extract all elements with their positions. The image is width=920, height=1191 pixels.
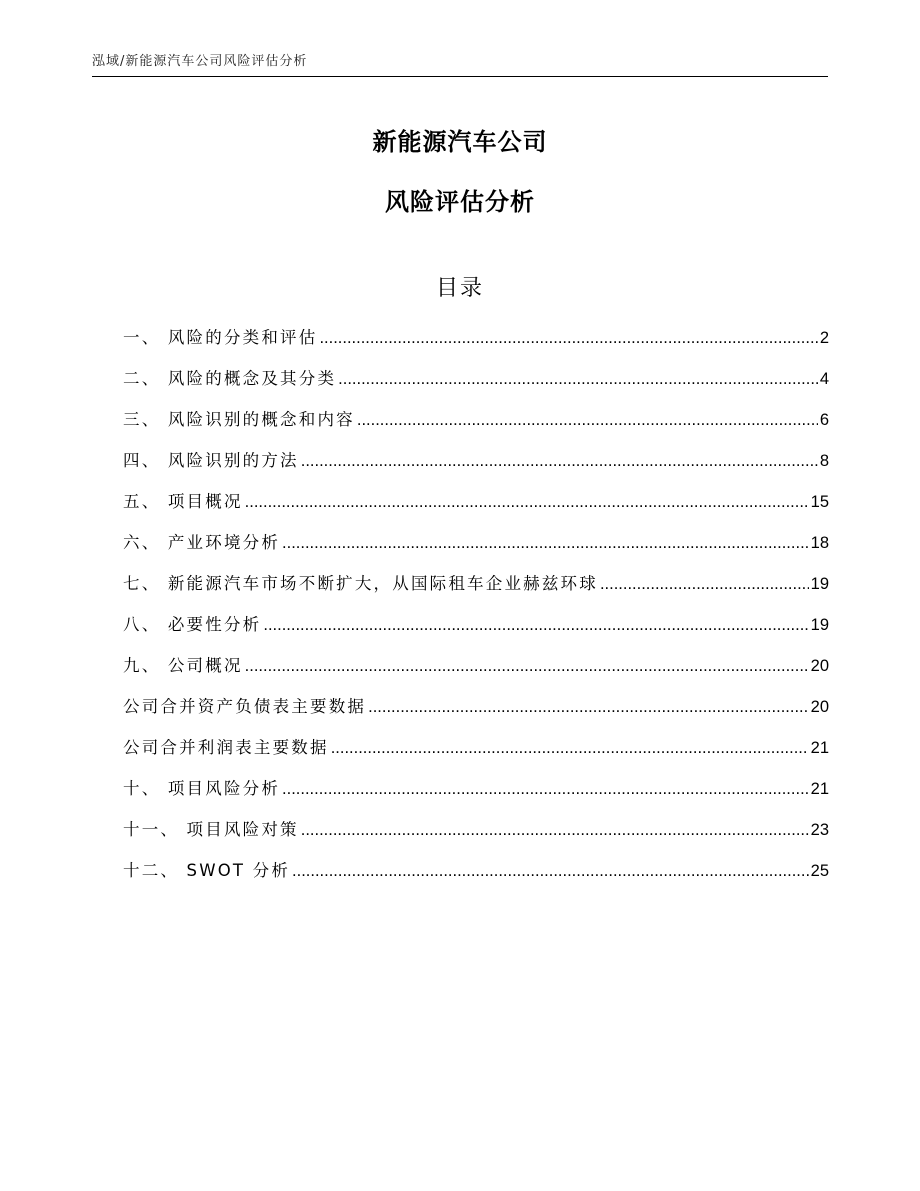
toc-leader-dots <box>319 329 817 348</box>
toc-leader-dots <box>292 862 809 881</box>
toc-entry-label: 九、 公司概况 <box>123 656 243 675</box>
header-rule <box>92 76 828 77</box>
toc-entry-11[interactable] <box>123 734 829 775</box>
toc-entry-page: 20 <box>810 698 829 716</box>
toc-entry-6[interactable] <box>123 529 829 570</box>
toc-entry-page: 8 <box>819 452 829 470</box>
toc-leader-dots <box>245 657 809 676</box>
toc-entry-label: 公司合并资产负债表主要数据 <box>123 697 367 716</box>
toc-entry-page: 6 <box>819 411 829 429</box>
toc-entry-label: 十、 项目风险分析 <box>123 779 281 798</box>
toc-leader-dots <box>245 493 809 512</box>
toc-entry-label: 十一、 项目风险对策 <box>123 820 299 839</box>
toc-entry-1[interactable] <box>123 324 829 365</box>
toc-entry-9[interactable] <box>123 652 829 693</box>
toc-leader-dots <box>331 739 809 758</box>
toc-entry-page: 25 <box>810 862 829 880</box>
toc-entry-page: 21 <box>810 780 829 798</box>
toc-entry-10[interactable] <box>123 693 829 734</box>
toc-entry-page: 18 <box>810 534 829 552</box>
toc-entry-label: 一、 风险的分类和评估 <box>123 328 318 347</box>
toc-entry-label: 五、 项目概况 <box>123 492 243 511</box>
toc-leader-dots <box>282 780 809 799</box>
toc-entry-label: 公司合并利润表主要数据 <box>123 738 329 757</box>
toc-leader-dots <box>600 575 809 594</box>
table-of-contents <box>123 324 829 898</box>
toc-entry-page: 20 <box>810 657 829 675</box>
toc-entry-page: 23 <box>810 821 829 839</box>
toc-entry-page: 2 <box>819 329 829 347</box>
toc-leader-dots <box>357 411 818 430</box>
toc-entry-label: 四、 风险识别的方法 <box>123 451 299 470</box>
toc-heading: 目录 <box>435 276 484 301</box>
toc-entry-3[interactable] <box>123 406 829 447</box>
toc-entry-label: 七、 新能源汽车市场不断扩大，从国际租车企业赫兹环球 <box>123 574 598 593</box>
toc-entry-7[interactable] <box>123 570 829 611</box>
toc-entry-label: 六、 产业环境分析 <box>123 533 281 552</box>
toc-leader-dots <box>368 698 809 717</box>
toc-entry-page: 21 <box>810 739 829 757</box>
toc-entry-13[interactable] <box>123 816 829 857</box>
toc-leader-dots <box>301 452 818 471</box>
toc-entry-14[interactable] <box>123 857 829 898</box>
toc-entry-label: 八、 必要性分析 <box>123 615 262 634</box>
toc-entry-page: 19 <box>810 575 829 593</box>
running-header: 泓域/新能源汽车公司风险评估分析 <box>92 54 308 69</box>
toc-entry-5[interactable] <box>123 488 829 529</box>
toc-leader-dots <box>301 821 809 840</box>
toc-entry-page: 4 <box>819 370 829 388</box>
toc-leader-dots <box>263 616 808 635</box>
toc-entry-12[interactable] <box>123 775 829 816</box>
toc-entry-8[interactable] <box>123 611 829 652</box>
document-title-line1: 新能源汽车公司 <box>372 128 548 156</box>
document-title-line2: 风险评估分析 <box>385 188 535 216</box>
toc-leader-dots <box>282 534 809 553</box>
toc-entry-page: 15 <box>810 493 829 511</box>
toc-leader-dots <box>338 370 818 389</box>
toc-entry-2[interactable] <box>123 365 829 406</box>
toc-entry-label: 三、 风险识别的概念和内容 <box>123 410 355 429</box>
toc-entry-label: 十二、 SWOT 分析 <box>123 861 291 880</box>
toc-entry-label: 二、 风险的概念及其分类 <box>123 369 337 388</box>
toc-entry-4[interactable] <box>123 447 829 488</box>
toc-entry-page: 19 <box>810 616 829 634</box>
